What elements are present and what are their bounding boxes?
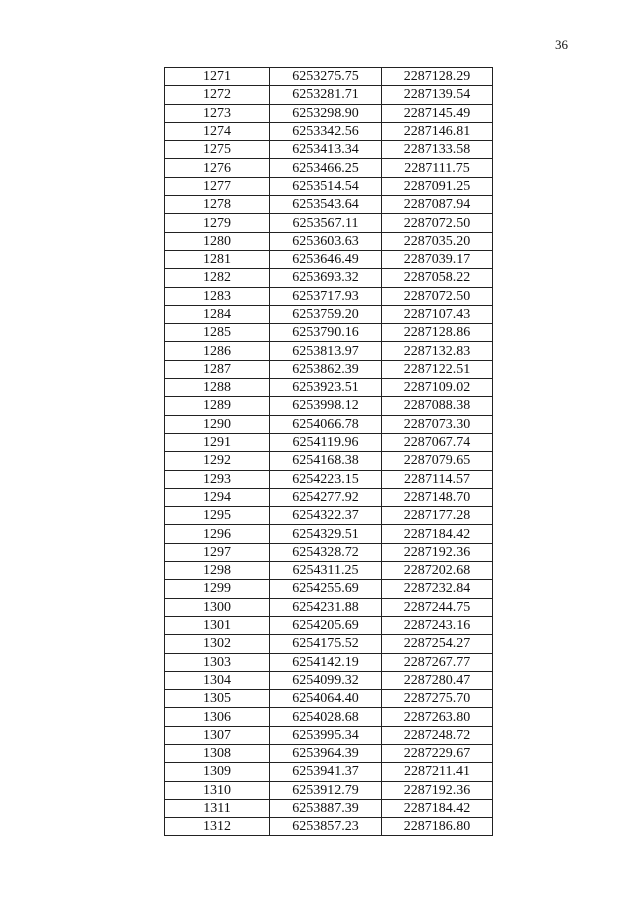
x-coordinate-cell: 6253413.34 <box>270 141 382 159</box>
point-number-cell: 1282 <box>165 269 270 287</box>
y-coordinate-cell: 2287122.51 <box>382 360 493 378</box>
table-row <box>165 433 493 451</box>
y-coordinate-cell: 2287184.42 <box>382 799 493 817</box>
y-coordinate-cell: 2287072.50 <box>382 287 493 305</box>
table-row <box>165 122 493 140</box>
point-number-cell: 1292 <box>165 452 270 470</box>
y-coordinate-cell: 2287148.70 <box>382 488 493 506</box>
y-coordinate-cell: 2287067.74 <box>382 433 493 451</box>
point-number-cell: 1284 <box>165 305 270 323</box>
x-coordinate-cell: 6253790.16 <box>270 324 382 342</box>
table-row <box>165 360 493 378</box>
x-coordinate-cell: 6254142.19 <box>270 653 382 671</box>
x-coordinate-cell: 6253995.34 <box>270 726 382 744</box>
point-number-cell: 1281 <box>165 250 270 268</box>
point-number-cell: 1280 <box>165 232 270 250</box>
point-number-cell: 1303 <box>165 653 270 671</box>
x-coordinate-cell: 6253964.39 <box>270 744 382 762</box>
table-row <box>165 616 493 634</box>
x-coordinate-cell: 6253646.49 <box>270 250 382 268</box>
x-coordinate-cell: 6254066.78 <box>270 415 382 433</box>
x-coordinate-cell: 6254223.15 <box>270 470 382 488</box>
x-coordinate-cell: 6253941.37 <box>270 763 382 781</box>
y-coordinate-cell: 2287192.36 <box>382 543 493 561</box>
y-coordinate-cell: 2287088.38 <box>382 397 493 415</box>
y-coordinate-cell: 2287184.42 <box>382 525 493 543</box>
point-number-cell: 1299 <box>165 580 270 598</box>
y-coordinate-cell: 2287229.67 <box>382 744 493 762</box>
y-coordinate-cell: 2287244.75 <box>382 598 493 616</box>
x-coordinate-cell: 6253281.71 <box>270 86 382 104</box>
table-row <box>165 177 493 195</box>
point-number-cell: 1289 <box>165 397 270 415</box>
y-coordinate-cell: 2287211.41 <box>382 763 493 781</box>
table-row <box>165 232 493 250</box>
table-row <box>165 141 493 159</box>
y-coordinate-cell: 2287091.25 <box>382 177 493 195</box>
y-coordinate-cell: 2287073.30 <box>382 415 493 433</box>
x-coordinate-cell: 6253514.54 <box>270 177 382 195</box>
point-number-cell: 1273 <box>165 104 270 122</box>
x-coordinate-cell: 6253923.51 <box>270 379 382 397</box>
x-coordinate-cell: 6253603.63 <box>270 232 382 250</box>
table-row <box>165 635 493 653</box>
table-row <box>165 744 493 762</box>
x-coordinate-cell: 6253862.39 <box>270 360 382 378</box>
table-row <box>165 86 493 104</box>
y-coordinate-cell: 2287263.80 <box>382 708 493 726</box>
point-number-cell: 1309 <box>165 763 270 781</box>
point-number-cell: 1294 <box>165 488 270 506</box>
y-coordinate-cell: 2287035.20 <box>382 232 493 250</box>
y-coordinate-cell: 2287243.16 <box>382 616 493 634</box>
x-coordinate-cell: 6253998.12 <box>270 397 382 415</box>
point-number-cell: 1286 <box>165 342 270 360</box>
table-row <box>165 818 493 836</box>
x-coordinate-cell: 6254099.32 <box>270 671 382 689</box>
table-row <box>165 379 493 397</box>
x-coordinate-cell: 6253342.56 <box>270 122 382 140</box>
y-coordinate-cell: 2287145.49 <box>382 104 493 122</box>
y-coordinate-cell: 2287128.29 <box>382 68 493 86</box>
point-number-cell: 1278 <box>165 196 270 214</box>
point-number-cell: 1305 <box>165 690 270 708</box>
y-coordinate-cell: 2287128.86 <box>382 324 493 342</box>
y-coordinate-cell: 2287248.72 <box>382 726 493 744</box>
table-row <box>165 470 493 488</box>
x-coordinate-cell: 6253887.39 <box>270 799 382 817</box>
point-number-cell: 1297 <box>165 543 270 561</box>
y-coordinate-cell: 2287079.65 <box>382 452 493 470</box>
x-coordinate-cell: 6253693.32 <box>270 269 382 287</box>
table-row <box>165 653 493 671</box>
point-number-cell: 1272 <box>165 86 270 104</box>
table-row <box>165 305 493 323</box>
point-number-cell: 1301 <box>165 616 270 634</box>
x-coordinate-cell: 6253912.79 <box>270 781 382 799</box>
point-number-cell: 1302 <box>165 635 270 653</box>
x-coordinate-cell: 6254311.25 <box>270 562 382 580</box>
y-coordinate-cell: 2287202.68 <box>382 562 493 580</box>
x-coordinate-cell: 6254328.72 <box>270 543 382 561</box>
y-coordinate-cell: 2287109.02 <box>382 379 493 397</box>
table-row <box>165 507 493 525</box>
point-number-cell: 1311 <box>165 799 270 817</box>
table-row <box>165 726 493 744</box>
x-coordinate-cell: 6254329.51 <box>270 525 382 543</box>
point-number-cell: 1306 <box>165 708 270 726</box>
y-coordinate-cell: 2287058.22 <box>382 269 493 287</box>
table-row <box>165 342 493 360</box>
point-number-cell: 1307 <box>165 726 270 744</box>
x-coordinate-cell: 6253567.11 <box>270 214 382 232</box>
x-coordinate-cell: 6254064.40 <box>270 690 382 708</box>
point-number-cell: 1271 <box>165 68 270 86</box>
x-coordinate-cell: 6253813.97 <box>270 342 382 360</box>
x-coordinate-cell: 6253857.23 <box>270 818 382 836</box>
y-coordinate-cell: 2287111.75 <box>382 159 493 177</box>
y-coordinate-cell: 2287275.70 <box>382 690 493 708</box>
x-coordinate-cell: 6254277.92 <box>270 488 382 506</box>
table-row <box>165 104 493 122</box>
x-coordinate-cell: 6253275.75 <box>270 68 382 86</box>
table-row <box>165 799 493 817</box>
y-coordinate-cell: 2287232.84 <box>382 580 493 598</box>
point-number-cell: 1308 <box>165 744 270 762</box>
point-number-cell: 1310 <box>165 781 270 799</box>
point-number-cell: 1296 <box>165 525 270 543</box>
y-coordinate-cell: 2287177.28 <box>382 507 493 525</box>
table-row <box>165 68 493 86</box>
y-coordinate-cell: 2287146.81 <box>382 122 493 140</box>
table-row <box>165 397 493 415</box>
table-row <box>165 250 493 268</box>
table-row <box>165 763 493 781</box>
table-row <box>165 598 493 616</box>
y-coordinate-cell: 2287139.54 <box>382 86 493 104</box>
table-row <box>165 452 493 470</box>
table-row <box>165 214 493 232</box>
y-coordinate-cell: 2287114.57 <box>382 470 493 488</box>
point-number-cell: 1295 <box>165 507 270 525</box>
table-row <box>165 781 493 799</box>
x-coordinate-cell: 6254168.38 <box>270 452 382 470</box>
table-row <box>165 415 493 433</box>
y-coordinate-cell: 2287132.83 <box>382 342 493 360</box>
y-coordinate-cell: 2287072.50 <box>382 214 493 232</box>
y-coordinate-cell: 2287133.58 <box>382 141 493 159</box>
x-coordinate-cell: 6253466.25 <box>270 159 382 177</box>
point-number-cell: 1274 <box>165 122 270 140</box>
table-row <box>165 708 493 726</box>
x-coordinate-cell: 6254322.37 <box>270 507 382 525</box>
x-coordinate-cell: 6253543.64 <box>270 196 382 214</box>
point-number-cell: 1288 <box>165 379 270 397</box>
table-row <box>165 159 493 177</box>
x-coordinate-cell: 6254205.69 <box>270 616 382 634</box>
point-number-cell: 1291 <box>165 433 270 451</box>
point-number-cell: 1275 <box>165 141 270 159</box>
coordinates-table-body <box>165 68 493 836</box>
y-coordinate-cell: 2287267.77 <box>382 653 493 671</box>
point-number-cell: 1298 <box>165 562 270 580</box>
x-coordinate-cell: 6253759.20 <box>270 305 382 323</box>
point-number-cell: 1304 <box>165 671 270 689</box>
point-number-cell: 1279 <box>165 214 270 232</box>
table-row <box>165 543 493 561</box>
y-coordinate-cell: 2287186.80 <box>382 818 493 836</box>
point-number-cell: 1290 <box>165 415 270 433</box>
y-coordinate-cell: 2287039.17 <box>382 250 493 268</box>
x-coordinate-cell: 6254028.68 <box>270 708 382 726</box>
y-coordinate-cell: 2287192.36 <box>382 781 493 799</box>
x-coordinate-cell: 6254255.69 <box>270 580 382 598</box>
table-row <box>165 690 493 708</box>
x-coordinate-cell: 6254175.52 <box>270 635 382 653</box>
table-row <box>165 287 493 305</box>
point-number-cell: 1300 <box>165 598 270 616</box>
x-coordinate-cell: 6254119.96 <box>270 433 382 451</box>
table-row <box>165 269 493 287</box>
point-number-cell: 1312 <box>165 818 270 836</box>
y-coordinate-cell: 2287107.43 <box>382 305 493 323</box>
point-number-cell: 1277 <box>165 177 270 195</box>
point-number-cell: 1285 <box>165 324 270 342</box>
point-number-cell: 1276 <box>165 159 270 177</box>
y-coordinate-cell: 2287087.94 <box>382 196 493 214</box>
x-coordinate-cell: 6253298.90 <box>270 104 382 122</box>
x-coordinate-cell: 6253717.93 <box>270 287 382 305</box>
table-row <box>165 562 493 580</box>
table-row <box>165 580 493 598</box>
y-coordinate-cell: 2287280.47 <box>382 671 493 689</box>
y-coordinate-cell: 2287254.27 <box>382 635 493 653</box>
table-row <box>165 196 493 214</box>
coordinates-table <box>164 67 493 836</box>
table-row <box>165 525 493 543</box>
x-coordinate-cell: 6254231.88 <box>270 598 382 616</box>
point-number-cell: 1283 <box>165 287 270 305</box>
table-row <box>165 671 493 689</box>
table-row <box>165 488 493 506</box>
page-number: 36 <box>555 37 568 52</box>
point-number-cell: 1287 <box>165 360 270 378</box>
table-row <box>165 324 493 342</box>
point-number-cell: 1293 <box>165 470 270 488</box>
